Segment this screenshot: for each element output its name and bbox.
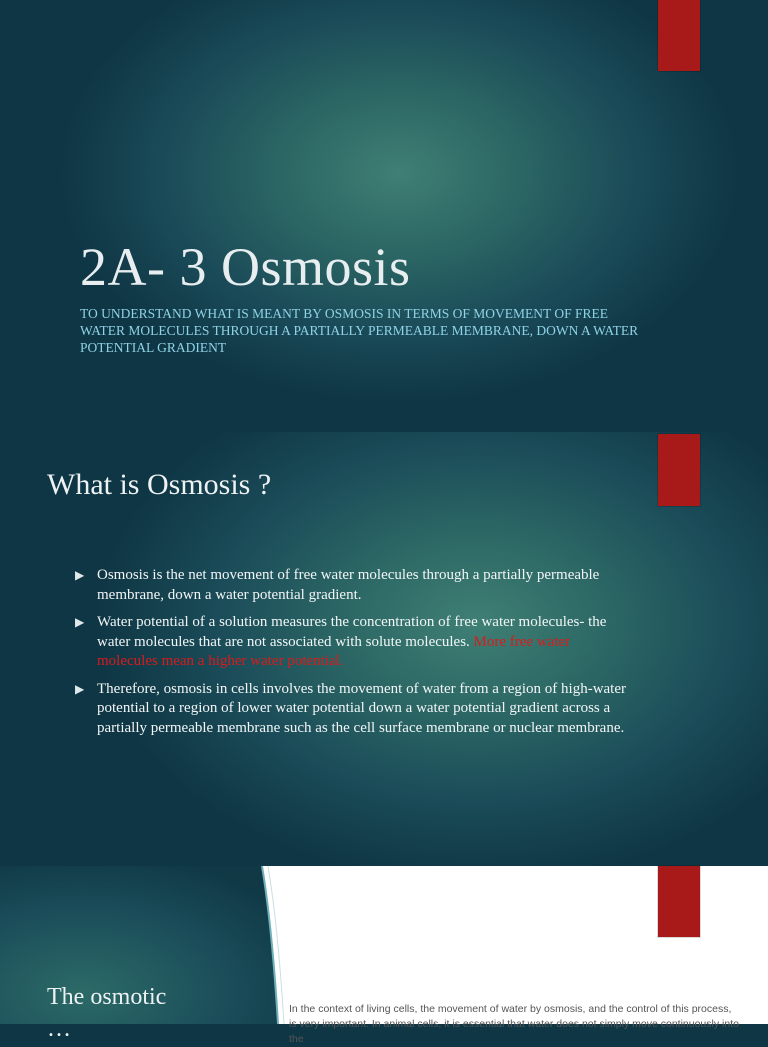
- bullet-text: Osmosis is the net movement of free water molecules through a partially permeable membrane, down a water potential gradient.: [97, 567, 600, 603]
- slide-2-title: What is Osmosis ?: [47, 468, 272, 501]
- bullet-item: [75, 680, 630, 739]
- accent-bar: [658, 0, 700, 71]
- bullet-text: Water potential of a solution measures the concentration of free water molecules- the water molecules that are not associated with solute molecules.: [97, 614, 607, 650]
- triangle-right-icon: ▶: [75, 568, 85, 582]
- bullet-list: [75, 566, 630, 746]
- triangle-right-icon: ▶: [75, 681, 85, 696]
- bullet-item: [75, 613, 630, 672]
- accent-bar: [658, 434, 700, 506]
- slide-3-body: In the context of living cells, the movement of water by osmosis, and the control of this process, is very important. In animal cells, it is essential that water does not simply move continuously into the: [289, 1003, 739, 1045]
- slide-1-subtitle: TO UNDERSTAND WHAT IS MEANT BY OSMOSIS IN TERMS OF MOVEMENT OF FREE WATER MOLECULES THROUGH A PARTIALLY PERMEABLE MEMBRANE, DOWN A WATER POTENTIAL GRADIENT: [80, 306, 639, 355]
- slide-3-title: The osmotic: [47, 984, 167, 1010]
- accent-bar: [658, 866, 700, 937]
- triangle-right-icon: ▶: [75, 615, 85, 629]
- bullet-item: [75, 566, 630, 605]
- slide-3-title-cont: …: [47, 1016, 71, 1042]
- bullet-text: Therefore, osmosis in cells involves the movement of water from a region of high-water potential to a region of lower water potential down a water potential gradient across a partially permeable membrane such as the cell surface membrane or nuclear membrane.: [97, 680, 627, 736]
- slide-title: [0, 0, 768, 432]
- slide-1-title: 2A- 3 Osmosis: [80, 237, 411, 297]
- bullet-highlight-text: More free water molecules mean a higher water potential.: [97, 633, 571, 669]
